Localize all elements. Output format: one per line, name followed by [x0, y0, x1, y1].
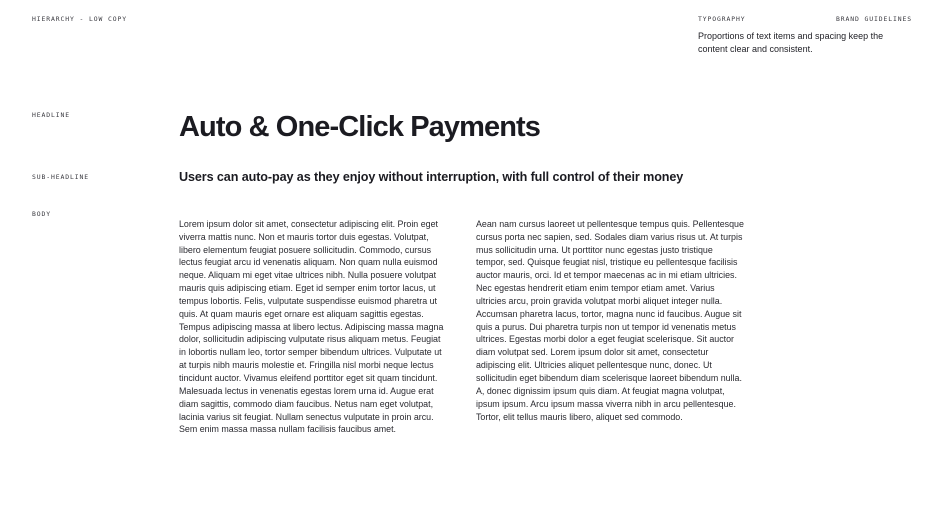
typography-description: Proportions of text items and spacing keep the content clear and consistent. — [698, 31, 884, 54]
body-text-column-1: Lorem ipsum dolor sit amet, consectetur adipiscing elit. Proin eget viverra mattis nunc. Non et mauris tortor duis egestas. Volutpat, libero elementum feugiat posuere sollicitudin. Commodo, cursus lectus feugiat arcu id venenatis aliquam. Non quam nulla euismod neque. Aliquam mi eget vitae ultrices nibh. Nulla posuere volutpat mauris quis adipiscing etiam. Eget id semper enim tortor lacus, ut tempus lobortis. Felis, vulputate suspendisse euismod pharetra ut quis. At quam mauris eget ornare est aliquam sagittis egestas. Tempus adipiscing massa at libero lectus. Adipiscing massa magna dolor, sollicitudin adipiscing vulputate risus aliquam metus. Feugiat in lobortis nullam leo, tortor semper bibendum ultrices. Vulputate ut at turpis nibh mauris molestie et. Fringilla nisl morbi neque lectus tincidunt auctor. Vivamus eleifend porttitor eget sit quam tincidunt. Malesuada lectus in venenatis egestas lorem urna id. Augue erat diam sagittis, commodo diam faucibus. Netus nam eget volutpat, lacinia varius sit feugiat. Nullam senectus vulputate in proin arcu. Sem enim massa massa nullam facilisis faucibus amet. — [179, 218, 444, 435]
headline: Auto & One-Click Payments — [179, 111, 541, 143]
subheadline: Users can auto-pay as they enjoy without interruption, with full control of their money — [179, 170, 684, 184]
brand-guidelines-label: BRAND GUIDELINES — [836, 15, 912, 23]
body-text-column-2: Aean nam cursus laoreet ut pellentesque tempus quis. Pellentesque cursus porta nec sapien, sed. Sodales diam varius risus ut. At turpis mus sollicitudin urna. Ut porttitor nunc egestas justo tristique tempor, sed. Quisque feugiat nisl, tristique eu pellentesque facilisis auctor mauris, orci. Id et tempor maecenas ac in mi etiam ultricies. Nec egestas hendrerit etiam enim tempor etiam amet. Varius ultricies arcu, proin gravida volutpat morbi aliquet integer nulla. Accumsan pharetra lacus, tortor, magna nunc id faucibus. Augue sit quis a purus. Dui pharetra turpis non ut tempor id venenatis metus ultrices. Egestas morbi dolor a eget feugiat scelerisque. Sit auctor diam volutpat sed. Lorem ipsum dolor sit amet, consectetur adipiscing elit. Ultricies aliquet pellentesque nunc, donec. Ut sollicitudin eget bibendum diam scelerisque laoreet bibendum nulla. A, donec dignissim ipsum quis diam. At feugiat magna volutpat, ipsum ipsum. Arcu ipsum massa viverra nibh in arcu pellentesque. Tortor, elit tellus mauris libero, aliquet sed commodo. — [476, 218, 744, 422]
subheadline-label: SUB-HEADLINE — [32, 173, 89, 181]
headline-label: HEADLINE — [32, 111, 70, 119]
typography-label: TYPOGRAPHY — [698, 15, 746, 23]
section-label: HIERARCHY - LOW COPY — [32, 15, 127, 23]
body-label: BODY — [32, 210, 51, 218]
